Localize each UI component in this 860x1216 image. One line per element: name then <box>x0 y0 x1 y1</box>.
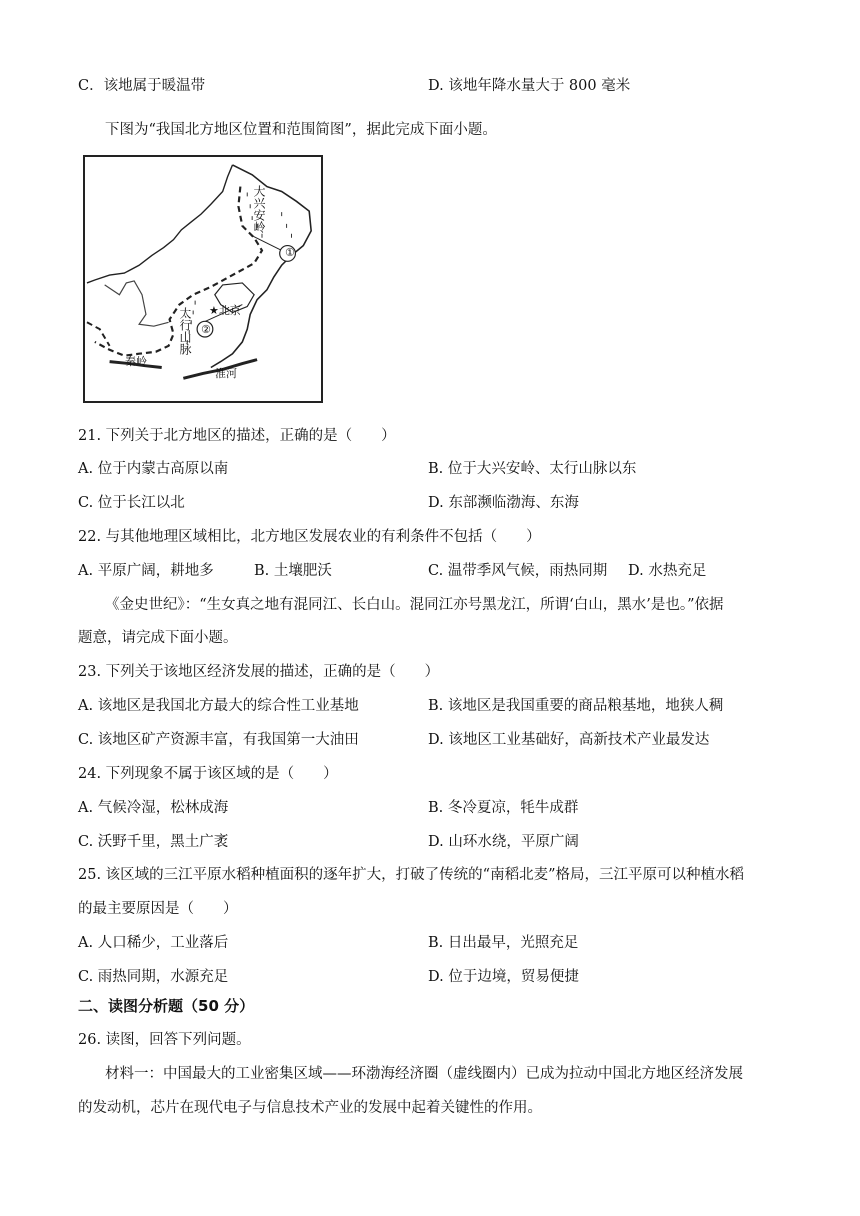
prev-option-d: D. 该地年降水量大于 800 毫米 <box>428 78 631 94</box>
passage-line-2: 题意，请完成下面小题。 <box>78 630 238 646</box>
q25-stem-line-1: 25. 该区域的三江平原水稻种植面积的逐年扩大，打破了传统的“南稻北麦”格局，三江平原可以种植水稻 <box>78 867 744 883</box>
q25-option-d: D. 位于边境，贸易便捷 <box>428 969 579 985</box>
q22-stem: 22. 与其他地理区域相比，北方地区发展农业的有利条件不包括（ ） <box>78 529 541 545</box>
label-marker-2: ② <box>201 323 211 336</box>
q26-material-line-2: 的发动机，芯片在现代电子与信息技术产业的发展中起着关键性的作用。 <box>78 1100 542 1116</box>
q25-option-c: C. 雨热同期，水源充足 <box>78 969 229 985</box>
q23-stem: 23. 下列关于该地区经济发展的描述，正确的是（ ） <box>78 664 440 680</box>
map-intro: 下图为“我国北方地区位置和范围简图”，据此完成下面小题。 <box>105 122 497 138</box>
northern-region-map <box>83 155 323 403</box>
passage-line-1: 《金史世纪》：“生女真之地有混同江、长白山。混同江亦号黑龙江，所谓‘白山，黑水’是也。”依据 <box>105 597 724 613</box>
q23-option-d: D. 该地区工业基础好，高新技术产业最发达 <box>428 732 710 748</box>
q24-stem: 24. 下列现象不属于该区域的是（ ） <box>78 766 338 782</box>
label-daxinganling: 大兴安岭 <box>252 185 266 233</box>
label-marker-1: ① <box>285 246 295 259</box>
q24-option-d: D. 山环水绕，平原广阔 <box>428 834 579 850</box>
label-taihang: 太行山脉 <box>178 307 192 355</box>
q23-option-a: A. 该地区是我国北方最大的综合性工业基地 <box>78 698 359 714</box>
q21-option-b: B. 位于大兴安岭、太行山脉以东 <box>428 461 637 477</box>
section-heading: 二、读图分析题（50 分） <box>78 997 255 1015</box>
q24-option-c: C. 沃野千里，黑土广袤 <box>78 834 229 850</box>
q23-option-b: B. 该地区是我国重要的商品粮基地，地狭人稠 <box>428 698 724 714</box>
q26-stem: 26. 读图，回答下列问题。 <box>78 1032 251 1048</box>
q22-option-c: C. 温带季风气候，雨热同期 <box>428 563 608 579</box>
q24-option-a: A. 气候冷湿，松林成海 <box>78 800 229 816</box>
label-qinling: 秦岭 <box>125 355 147 368</box>
yellow-river <box>105 281 169 326</box>
northern-border <box>87 165 233 283</box>
q21-option-c: C. 位于长江以北 <box>78 495 185 511</box>
q25-stem-line-2: 的最主要原因是（ ） <box>78 901 238 917</box>
q22-option-d: D. 水热充足 <box>628 563 707 579</box>
q22-option-a: A. 平原广阔，耕地多 <box>78 563 214 579</box>
q26-material-line-1: 材料一：中国最大的工业密集区域——环渤海经济圈（虚线圈内）已成为拉动中国北方地区经济发展 <box>105 1066 743 1082</box>
q21-stem: 21. 下列关于北方地区的描述，正确的是（ ） <box>78 428 396 444</box>
q24-option-b: B. 冬冷夏凉，牦牛成群 <box>428 800 579 816</box>
label-huaihe: 淮河 <box>215 367 237 380</box>
q25-option-a: A. 人口稀少，工业落后 <box>78 935 229 951</box>
q21-option-a: A. 位于内蒙古高原以南 <box>78 461 229 477</box>
region-boundary-west <box>87 322 110 346</box>
q21-option-d: D. 东部濒临渤海、东海 <box>428 495 579 511</box>
map-drawing <box>85 157 321 401</box>
q22-option-b: B. 土壤肥沃 <box>254 563 332 579</box>
label-beijing: ★北京 <box>209 304 241 317</box>
q23-option-c: C. 该地区矿产资源丰富，有我国第一大油田 <box>78 732 359 748</box>
q25-option-b: B. 日出最早，光照充足 <box>428 935 579 951</box>
prev-option-c: C．该地属于暖温带 <box>78 78 206 94</box>
